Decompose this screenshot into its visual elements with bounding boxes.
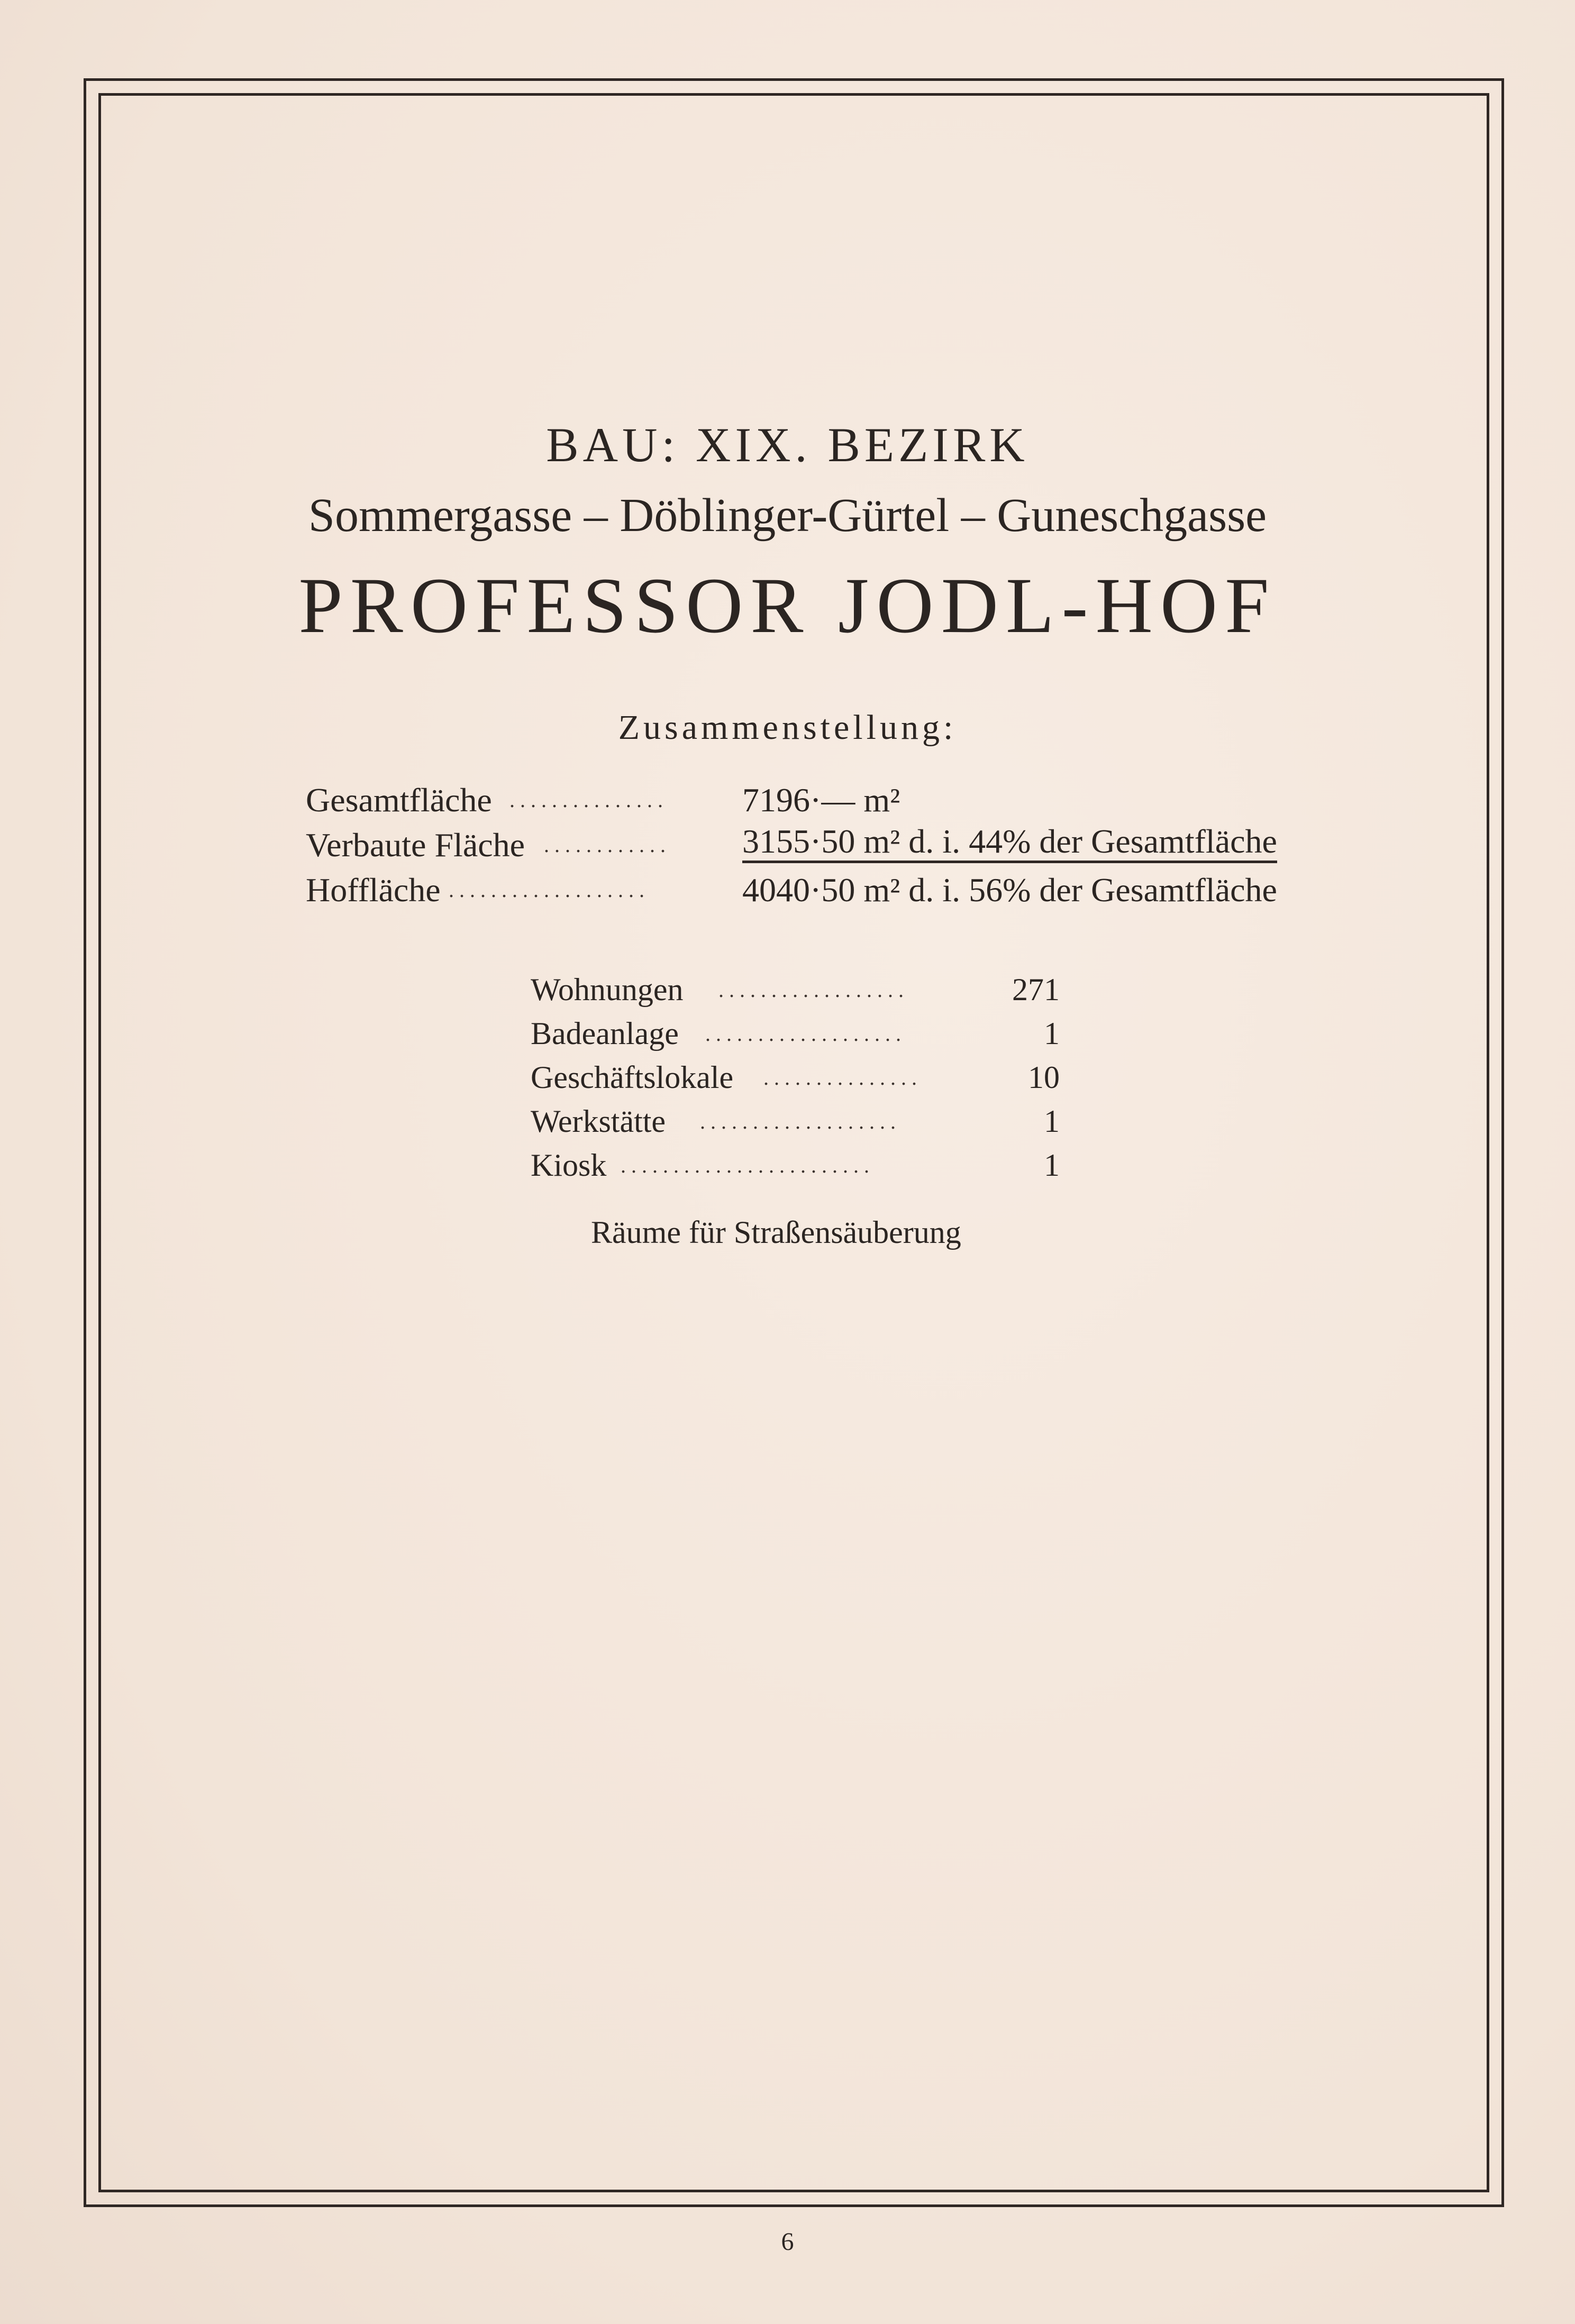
count-row xyxy=(531,1143,1060,1187)
district-heading: BAU: XIX. BEZIRK xyxy=(546,418,1029,472)
leader-dots: ............ xyxy=(544,833,671,857)
count-row xyxy=(531,1012,1060,1056)
street-cleaning-note: Räume für Straßensäuberung xyxy=(591,1215,961,1250)
area-row-built xyxy=(306,822,1285,867)
area-row-courtyard xyxy=(306,867,1285,912)
area-label: Gesamtfläche xyxy=(306,781,492,819)
count-value: 1 xyxy=(1044,1016,1060,1051)
leader-dots: ............... xyxy=(509,788,668,812)
area-label: Hoffläche xyxy=(306,871,441,909)
count-row xyxy=(531,1100,1060,1143)
leader-dots: ................... xyxy=(449,878,650,902)
leader-dots: ........................ xyxy=(621,1154,875,1177)
count-label: Werkstätte xyxy=(531,1104,666,1139)
count-value: 1 xyxy=(1044,1148,1060,1183)
area-row-total xyxy=(306,777,1285,822)
leader-dots: ................... xyxy=(705,1022,906,1046)
count-label: Wohnungen xyxy=(531,972,684,1007)
counts-table xyxy=(531,968,1060,1187)
count-row xyxy=(531,1056,1060,1100)
count-row xyxy=(531,968,1060,1012)
page-number: 6 xyxy=(781,2228,794,2256)
area-table xyxy=(306,777,1285,912)
count-value: 271 xyxy=(1012,972,1060,1007)
area-value: 4040·50 m² d. i. 56% der Gesamtfläche xyxy=(742,871,1277,909)
area-value: 7196·— m² xyxy=(742,781,900,819)
summary-heading: Zusammenstellung: xyxy=(618,708,957,747)
leader-dots: .................. xyxy=(718,978,909,1002)
count-value: 10 xyxy=(1028,1060,1060,1095)
count-label: Geschäftslokale xyxy=(531,1060,734,1095)
building-title: PROFESSOR JODL-HOF xyxy=(298,562,1277,649)
leader-dots: ................... xyxy=(700,1110,901,1133)
area-label: Verbaute Fläche xyxy=(306,826,525,864)
count-label: Badeanlage xyxy=(531,1016,679,1051)
count-label: Kiosk xyxy=(531,1148,607,1183)
leader-dots: ............... xyxy=(763,1066,922,1090)
count-value: 1 xyxy=(1044,1104,1060,1139)
area-value: 3155·50 m² d. i. 44% der Gesamtfläche xyxy=(742,822,1277,863)
street-names: Sommergasse – Döblinger-Gürtel – Guneschgasse xyxy=(308,489,1267,542)
